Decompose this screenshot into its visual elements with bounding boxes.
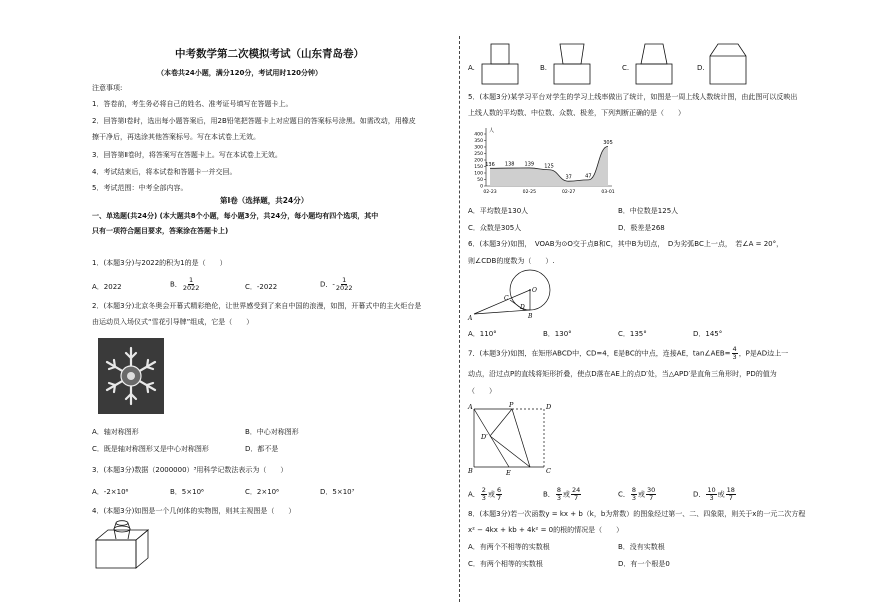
q7-stem: 动点，沿过点P的直线将矩形折叠，使点D落在AE上的点D′处，当△APD′是直角三角形时，PD的值为 bbox=[468, 370, 777, 378]
y-tick-label: 0 bbox=[480, 184, 483, 190]
q2-stem: 2．(本题3分)北京冬奥会开幕式精彩绝伦，让世界感受到了来自中国的浪漫，如图，开幕式中的主火炬台是 bbox=[92, 302, 422, 310]
fig-label-a: A bbox=[468, 315, 473, 322]
fig-label-o: O bbox=[532, 287, 537, 294]
q1-stem: 1．(本题3分)与2022的积为1的是（ ） bbox=[92, 259, 227, 267]
x-tick-label: 02-25 bbox=[522, 190, 537, 195]
q2-option-c: C．既是轴对称图形又是中心对称图形 bbox=[92, 445, 209, 453]
fig-label-b: B bbox=[468, 467, 473, 475]
data-label: 138 bbox=[504, 161, 515, 168]
q8-option-a: A．有两个不相等的实数根 bbox=[468, 543, 550, 551]
q8-option-c: C．有两个相等的实数根 bbox=[468, 560, 543, 568]
note-line: 3．回答第Ⅱ卷时，将答案写在答题卡上。写在本试卷上无效。 bbox=[92, 151, 282, 159]
q2-option-a: A．轴对称图形 bbox=[92, 428, 139, 436]
q2-stem: 由运动员入场仪式“雪花引导牌”组成，它是（ ） bbox=[92, 318, 254, 326]
q5-line-chart bbox=[466, 124, 616, 200]
q3-stem: 3．(本题3分)数据（2000000）³用科学记数法表示为（ ） bbox=[92, 466, 288, 474]
q4-option-a-figure bbox=[480, 42, 520, 86]
x-tick-label: 03-01 bbox=[601, 190, 615, 195]
q5-stem: 上线人数的平均数、中位数、众数、极差，下列判断正确的是（ ） bbox=[468, 109, 685, 117]
y-tick-label: 300 bbox=[474, 145, 483, 151]
q2-option-d: D．都不是 bbox=[245, 445, 279, 453]
q6-stem: 6．(本题3分)如图， VOAB为⊙O交于点B和C，其中B为切点， D为劣弧BC上一点， 若∠A = 20°， bbox=[468, 240, 784, 248]
x-tick-label: 02-27 bbox=[561, 190, 576, 195]
q3-option-c: C．2×10⁶ bbox=[245, 488, 279, 496]
note-line: 擦干净后，再选涂其他答案标号。写在本试卷上无效。 bbox=[92, 133, 260, 141]
data-label: 136 bbox=[485, 161, 495, 168]
part1-instruction: 一、单选题(共24分) (本大题共8个小题，每小题3分，共24分，每小题均有四个选项，其中 bbox=[92, 212, 379, 220]
q3-option-b: B．5×10⁶ bbox=[170, 488, 204, 496]
notes-heading: 注意事项: bbox=[92, 84, 123, 92]
column-divider bbox=[459, 36, 460, 602]
data-label: 47 bbox=[585, 173, 592, 180]
q4-stem: 4．(本题3分)如图是一个几何体的实物图，则其主视图是（ ） bbox=[92, 507, 296, 515]
q4-solid-figure bbox=[92, 520, 152, 572]
q7-option-c: C． $\frac{8}{3}$ 或 $\frac{30}{7}$ bbox=[618, 486, 656, 502]
q5-stem: 5．(本题3分)某学习平台对学生的学习上线率做出了统计，如图是一周上线人数统计图，由此图可以反映出 bbox=[468, 93, 798, 101]
fig-label-e: E bbox=[506, 469, 511, 477]
q3-option-a: A．-2×10⁶ bbox=[92, 488, 129, 496]
q8-stem: 8．(本题3分)若一次函数y = kx + b（k，b为常数）的图象经过第一、二、四象限，则关于x的一元二次方程 bbox=[468, 510, 806, 518]
y-tick-label: 350 bbox=[474, 139, 483, 145]
y-tick-label: 150 bbox=[474, 165, 483, 171]
q4-option-a-label: A. bbox=[468, 64, 475, 72]
q8-option-b: B．没有实数根 bbox=[618, 543, 665, 551]
q7-option-b: B． $\frac{8}{3}$ 或 $\frac{24}{7}$ bbox=[543, 486, 581, 502]
fig-label-a: A bbox=[468, 403, 473, 411]
fig-label-d: D bbox=[546, 403, 552, 411]
q5-option-d: D．极差是268 bbox=[618, 224, 665, 232]
q4-option-b-figure bbox=[552, 42, 592, 86]
fig-label-c: C bbox=[546, 467, 551, 475]
y-axis-unit-label: 人 bbox=[489, 128, 495, 134]
q4-option-b-label: B. bbox=[540, 64, 548, 72]
q4-option-d-label: D. bbox=[697, 64, 705, 72]
q5-option-c: C．众数是305人 bbox=[468, 224, 522, 232]
fig-label-p: P bbox=[509, 401, 514, 409]
data-label: 37 bbox=[565, 174, 572, 181]
fig-label-b: B bbox=[528, 313, 533, 320]
note-line: 2．回答第Ⅰ卷时，选出每小题答案后，用2B铅笔把答题卡上对应题目的答案标号涂黑。如需改动，用橡皮 bbox=[92, 117, 416, 125]
exam-subtitle: （本卷共24小题，满分120分，考试用时120分钟） bbox=[157, 69, 322, 77]
q1-option-d: D．- $\frac{1}{2022}$ bbox=[320, 276, 353, 292]
note-line: 4．考试结束后，将本试卷和答题卡一并交回。 bbox=[92, 168, 237, 176]
q7-stem: （ ） bbox=[468, 387, 496, 395]
q4-option-c-figure bbox=[634, 42, 674, 86]
data-label: 139 bbox=[524, 161, 535, 168]
q6-option-c: C．135° bbox=[618, 330, 647, 338]
q8-option-d: D．有一个根是0 bbox=[618, 560, 670, 568]
q7-stem: 7．(本题3分)如图，在矩形ABCD中，CD=4，E是BC的中点，连接AE，tan∠AEB= $\frac{4}{3}$ ，P是AD边上一 bbox=[468, 345, 789, 361]
part1-instruction: 只有一项符合题目要求，答案涂在答题卡上) bbox=[92, 227, 229, 235]
x-tick-label: 02-23 bbox=[483, 190, 497, 195]
q6-option-a: A．110° bbox=[468, 330, 497, 338]
fig-label-d: D bbox=[520, 304, 525, 311]
q6-option-b: B．130° bbox=[543, 330, 572, 338]
y-tick-label: 50 bbox=[477, 178, 483, 184]
data-label: 125 bbox=[544, 163, 554, 170]
note-line: 1．答卷前，考生务必将自己的姓名、准考证号填写在答题卡上。 bbox=[92, 100, 293, 108]
q6-circle-figure bbox=[468, 268, 568, 324]
q1-option-a: A．2022 bbox=[92, 283, 122, 291]
note-line: 5．考试范围：中考全部内容。 bbox=[92, 184, 188, 192]
q1-option-c: C．-2022 bbox=[245, 283, 278, 291]
part1-heading: 第Ⅰ卷（选择题，共24分） bbox=[220, 196, 309, 205]
q4-option-c-label: C. bbox=[622, 64, 630, 72]
q3-option-d: D．5×10⁷ bbox=[320, 488, 355, 496]
q7-option-d: D． $\frac{10}{3}$ 或 $\frac{18}{7}$ bbox=[693, 486, 735, 502]
snowflake-torch-image bbox=[98, 338, 164, 414]
exam-title: 中考数学第二次模拟考试（山东青岛卷） bbox=[175, 48, 364, 60]
y-tick-label: 100 bbox=[474, 171, 483, 177]
y-tick-label: 250 bbox=[474, 152, 483, 158]
data-label: 305 bbox=[603, 139, 613, 146]
q7-option-a: A． $\frac{2}{3}$ 或 $\frac{6}{7}$ bbox=[468, 486, 502, 502]
q6-option-d: D．145° bbox=[693, 330, 723, 338]
q8-stem: x² − 4kx + kb + 4k² = 0的根的情况是（ ） bbox=[468, 526, 624, 534]
q4-option-d-figure bbox=[708, 42, 748, 86]
q2-option-b: B．中心对称图形 bbox=[245, 428, 299, 436]
q5-option-b: B．中位数是125人 bbox=[618, 207, 679, 215]
q5-option-a: A．平均数是130人 bbox=[468, 207, 529, 215]
y-tick-label: 200 bbox=[474, 158, 483, 164]
fig-label-d-prime: D′ bbox=[481, 433, 488, 441]
q1-option-b: B． $\frac{1}{2022}$ bbox=[170, 276, 200, 292]
fig-label-c: C bbox=[504, 295, 509, 302]
y-tick-label: 400 bbox=[474, 132, 483, 138]
q7-rectangle-figure bbox=[466, 401, 556, 477]
q6-stem: 则∠CDB的度数为（ ）. bbox=[468, 257, 555, 265]
